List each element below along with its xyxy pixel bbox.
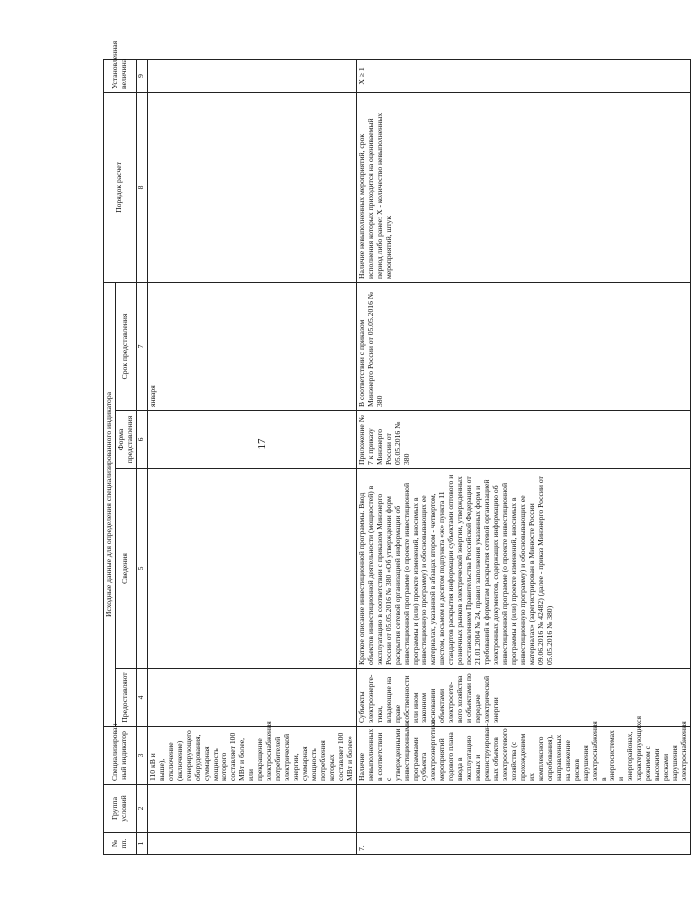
table-row-7 xyxy=(356,59,690,854)
col-number: 8 xyxy=(136,92,147,282)
cell-form: Приложение № 7 к приказу Минэнерго России от 05.05.2016 № 380 xyxy=(356,411,690,469)
header-num: № пп. xyxy=(104,833,137,855)
indicator-table xyxy=(103,40,691,855)
cell-provider xyxy=(147,669,356,727)
header-info: Сведения xyxy=(115,469,136,669)
col-number: 6 xyxy=(136,411,147,469)
col-number: 2 xyxy=(136,785,147,833)
page-number: 17 xyxy=(256,438,268,450)
col-number: 9 xyxy=(136,59,147,92)
cell-info: Краткое описание инвестиционной программы. Ввод объектов инвестиционной деятельности (мощностей) в эксплуатацию в соответствии с приказом Минэнерго России от 05.05.2016 № 380 «Об утверждении форм раскрытия сетевой организацией информации об инвестиционной программе (о проекте инвестиционной программы и (или) проекте изменений, вносимых в инвестиционную программу) и обосновывающих ее материалах, указанной в абзацах втором - четвертом, шестом, восьмом и десятом подпункта «ж» пункта 11 стандартов раскрытия информации субъектами оптового и розничных рынков электрической энергии, утвержденных постановлением Правительства Российской Федерации от 21.01.2004 № 24, правил заполнения указанных форм и требований к форматам раскрытия сетевой организацией электронных документов, содержащих информацию об инвестиционной программе (о проекте инвестиционной программы и (или) проекте изменений, вносимых в инвестиционную программу) и обосновывающих ее материалах» (зарегистрирован в Минюсте России 09.06.2016 № 42482) (далее - приказ Минэнерго России от 05.05.2016 № 380) xyxy=(356,469,690,669)
cell-indicator: 110 кВ и выше), отключение (включение) генерирующего оборудования, суммарная мощность которого составляет 100 МВт и более, или прекращение электроснабжения потребителей электрической энергии, суммарная мощность потребления которых составляет 100 МВт и более» xyxy=(147,727,356,785)
header-group: Группа условий xyxy=(104,785,137,833)
cell-form xyxy=(147,411,356,469)
col-number: 1 xyxy=(136,833,147,855)
header-indicator: Специализирован-ный индикатор xyxy=(104,727,137,785)
cell-provider: Субъекты электроэнерге-тики, владеющие на праве собственности или ином законном основании объектами электросете-вого хозяйства и объектами по передаче электрической энергии xyxy=(356,669,690,727)
cell-group xyxy=(356,785,690,833)
col-number: 7 xyxy=(136,282,147,410)
rotated-table-container xyxy=(103,40,689,855)
cell-value xyxy=(147,59,356,92)
col-number: 4 xyxy=(136,669,147,727)
cell-calc xyxy=(147,92,356,282)
cell-term: В соответствии с приказом Минэнерго России от 05.05.2016 № 380 xyxy=(356,282,690,410)
cell-num xyxy=(147,833,356,855)
cell-calc: Наличие невыполненных мероприятий, срок исполнения которых приходится на оцениваемый период либо ранее: X - количество невыполненных мероприятий, штук xyxy=(356,92,690,282)
header-provider: Предоставляют xyxy=(115,669,136,727)
cell-indicator: Наличие невыполненных в соответствии с утвержденными инвестиционными программами субъекта электроэнергетики мероприятий годового плана ввода в эксплуатацию новых и реконструирован-ных объектов электросетевого хозяйства (с прохождением их комплексного опробования), направленных на снижение рисков нарушения электроснабжения в энергосистемах и энергорайонах, характеризующихся режимом с высокими рисками нарушения электроснабжения xyxy=(356,727,690,785)
header-value: Установленная величина xyxy=(104,59,137,92)
header-form: Форма представления xyxy=(115,411,136,469)
cell-term: января xyxy=(147,282,356,410)
cell-info xyxy=(147,469,356,669)
cell-group xyxy=(147,785,356,833)
col-number: 5 xyxy=(136,469,147,669)
column-number-row xyxy=(136,59,147,854)
header-source-group: Исходные данные для определения специализированного индикатора xyxy=(104,282,116,726)
table-row-continued xyxy=(147,59,356,854)
header-calc: Порядок расчет xyxy=(104,92,137,282)
header-term: Срок представления xyxy=(115,282,136,410)
cell-value: X ≥ 1 xyxy=(356,59,690,92)
col-number: 3 xyxy=(136,727,147,785)
cell-num: 7. xyxy=(356,833,690,855)
